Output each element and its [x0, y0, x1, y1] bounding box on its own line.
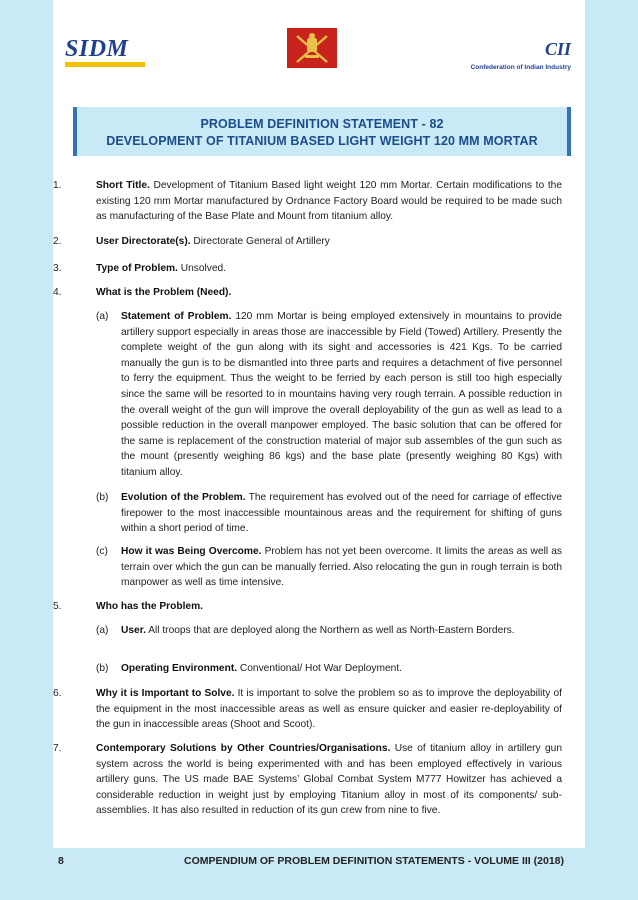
right-margin-band	[585, 0, 638, 848]
left-margin-band	[0, 0, 53, 848]
sidm-logo: SIDM	[65, 38, 145, 67]
army-emblem-icon	[287, 28, 337, 68]
page-number: 8	[58, 855, 64, 867]
footer-title: COMPENDIUM OF PROBLEM DEFINITION STATEMENTS - VOLUME III (2018)	[184, 855, 564, 867]
document-page: SIDM CII Confederation of Indian Industry PROBLEM DEFINITION STATEMENT - 82 DEVELOPMENT OF TITANIUM BASED LIGHT WEIGHT 120 MM MORTAR 1. Short Title. Development of Titanium Based light weight 120 mm Mortar. Certain modifications to the existing 120 mm Mortar manufactured by Ordnance Factory Board would be required to be made such as manufacturing of the Base Plate and Mount from titanium alloy. 2. User Directorate(s). Directorate General of Artillery 3. Type of Problem. Unsolved. 4. What is the Problem (Need). (a) Statement of Problem. 120 mm Mortar is being employed extensively in mountains to provide artillery support especially in areas those are inaccessible by Field (Towed) Artillery. Presently the complete weight of the gun along with its sight and accessories is 421 Kgs. To be carried manually the gun is to be dismantled into three parts and requires a detachment of five personnel to ferry the equipment. Thus the weight to be ferried by each person is still too high especially since the same will be resorted to in mountains having very rough terrain. A possible reduction in the overall weight of the gun will improve the overall deployability of the gun as well as lead to a possible reduction in the overall manpower employed. The basic solution that can be offered for the same is replacement of the construction material of major sub assembles of the gun such as the mount (presently weighing 86 kgs) and the base plate (presently weighing 80 Kgs) with titanium alloy. (b) Evolution of the Problem. The requirement has evolved out of the need for carriage of effective firepower to the most inaccessible mountainous areas and the requirement for shifting of guns within a short period of time. (c) How it was Being Overcome. Problem has not yet been overcome. It limits the areas as well as terrain over which the gun can be manually ferried. Also relocating the gun in rough terrain is both manpower as well as time intensive. 5. Who has the Problem. (a) User. All troops that are deployed along the Northern as well as North-Eastern Borders. (b) Operating Environment. Conventional/ Hot War Deployment. 6. Why it is Important to Solve. It is important to solve the problem so as to improve the deployability of the equipment in the most inaccessible areas as well as ensure quicker and easier re-deployability of the gun in inaccessible areas (Shoot and Scoot). 7. Contemporary Solutions by Other Countries/Organisations. Use of titanium alloy in artillery gun system across the world is being experimented with and has been employed effectively in various artillery guns. The US made BAE Systems’ Global Combat System M777 Howitzer has achieved a considerable reduction in weight just by employing Titanium alloy in most of its components/ sub-assemblies. It has also resulted in reduction of its gun crew from nine to five.	[53, 0, 585, 848]
cii-logo: CII Confederation of Indian Industry	[470, 39, 571, 71]
title-box	[73, 107, 571, 156]
page-footer	[0, 848, 638, 900]
sidm-logo-strip	[65, 62, 145, 67]
page-header	[53, 0, 585, 80]
title-line-1: PROBLEM DEFINITION STATEMENT - 82	[200, 117, 444, 131]
title-line-2: DEVELOPMENT OF TITANIUM BASED LIGHT WEIGHT 120 MM MORTAR	[106, 134, 538, 148]
